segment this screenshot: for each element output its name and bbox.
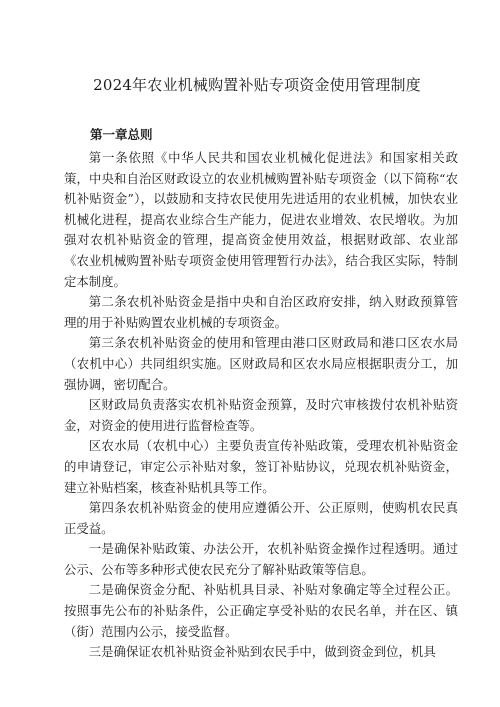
paragraph-article-4: 第四条农机补贴资金的使用应遵循公开、公正原则，使购机农民真正受益。 xyxy=(64,500,458,536)
document-title: 2024年农业机械购置补贴专项资金使用管理制度 xyxy=(93,76,421,94)
paragraph-article-1: 第一条依照《中华人民共和国农业机械化促进法》和国家相关政策，中央和自治区财政设立的农业机械购置补贴专项资金（以下简称“农机补贴资金”），以鼓励和支持农民使用先进适用的农业机械，加快农业机械化进程，提高农业综合生产能力，促进农业增效、农民增收。为加强对农机补贴资金的管理，提高资金使用效益，根据财政部、农业部《农业机械购置补贴专项资金使用管理暂行办法》，结合我区实际，特制定本制度。 xyxy=(64,150,458,289)
paragraph-principle-2: 二是确保资金分配、补贴机具目录、补贴对象确定等全过程公正。按照事先公布的补贴条件，公正确定享受补贴的农民名单，并在区、镇（街）范围内公示，接受监督。 xyxy=(64,582,458,639)
paragraph-agri-bureau-duties: 区农水局（农机中心）主要负责宣传补贴政策，受理农机补贴资金的申请登记，审定公示补贴对象，签订补贴协议，兑现农机补贴资金，建立补贴档案，核查补贴机具等工作。 xyxy=(64,438,458,495)
paragraph-article-2: 第二条农机补贴资金是指中央和自治区政府安排，纳入财政预算管理的用于补贴购置农业机械的专项资金。 xyxy=(64,294,458,330)
paragraph-principle-1: 一是确保补贴政策、办法公开，农机补贴资金操作过程透明。通过公示、公布等多种形式使农民充分了解补贴政策等信息。 xyxy=(64,541,458,577)
paragraph-article-3: 第三条农机补贴资金的使用和管理由港口区财政局和港口区农水局（农机中心）共同组织实施。区财政局和区农水局应根据职责分工，加强协调，密切配合。 xyxy=(64,335,458,392)
paragraph-principle-3: 三是确保证农机补贴资金补贴到农民手中，做到资金到位，机具 xyxy=(88,644,436,660)
chapter-heading: 第一章总则 xyxy=(90,127,153,142)
paragraph-finance-bureau-duties: 区财政局负责落实农机补贴资金预算，及时穴审核拨付农机补贴资金，对资金的使用进行监督检查等。 xyxy=(64,397,458,433)
